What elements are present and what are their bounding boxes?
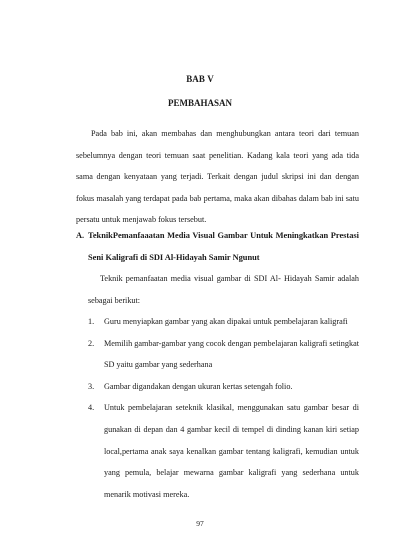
list-item-text: Guru menyiapkan gambar yang akan dipakai untuk pembelajaran kaligrafi — [104, 317, 348, 326]
chapter-heading: BAB V — [186, 74, 214, 84]
section-heading — [76, 225, 359, 268]
list-item-number: 2. — [88, 338, 95, 348]
steps-list — [88, 311, 359, 505]
list-item — [88, 333, 359, 376]
list-item-number: 4. — [88, 403, 95, 413]
section-marker: A. — [76, 231, 85, 240]
intro-paragraph: Pada bab ini, akan membahas dan menghubungkan antara teori dari temuan sebelumnya dengan teori temuan saat penelitian. Kadang kala teori yang ada tida sama dengan kenyataan yang terjadi. Terkait dengan judul skripsi ini dan dengan fokus masalah yang terdapat pada bab pertama, maka akan dibahas dalam bab ini satu persatu untuk menjawab fokus tersebut. — [76, 129, 359, 225]
list-item-text: Memilih gambar-gambar yang cocok dengan pembelajaran kaligrafi setingkat SD yaitu gambar yang sederhana — [104, 338, 359, 370]
list-item — [88, 397, 359, 505]
list-item-text: Gambar digandakan dengan ukuran kertas setengah folio. — [104, 381, 293, 391]
list-item-text: Untuk pembelajaran seteknik klasikal, menggunakan satu gambar besar di gunakan di depan dan 4 gambar kecil di tempel di dinding kanan kiri setiap local,pertama anak saya kenalkan gambar tentang kaligrafi, kemudian untuk yang pemula, belajar mewarna gambar kaligrafi yang sederhana untuk menarik motivasi mereka. — [104, 403, 359, 499]
page-number: 97 — [196, 519, 204, 528]
list-item — [88, 311, 359, 333]
chapter-title: PEMBAHASAN — [167, 98, 232, 108]
list-item-number: 3. — [88, 381, 95, 391]
list-item-number: 1. — [88, 317, 95, 326]
list-item — [88, 376, 359, 398]
section-heading-text: TeknikPemanfaaatan Media Visual Gambar Untuk Meningkatkan Prestasi Seni Kaligrafi di SDI Al-Hidayah Samir Ngunut — [88, 231, 359, 262]
lead-paragraph: Teknik pemanfaatan media visual gambar di SDI Al- Hidayah Samir adalah sebagai berikut: — [88, 274, 359, 305]
